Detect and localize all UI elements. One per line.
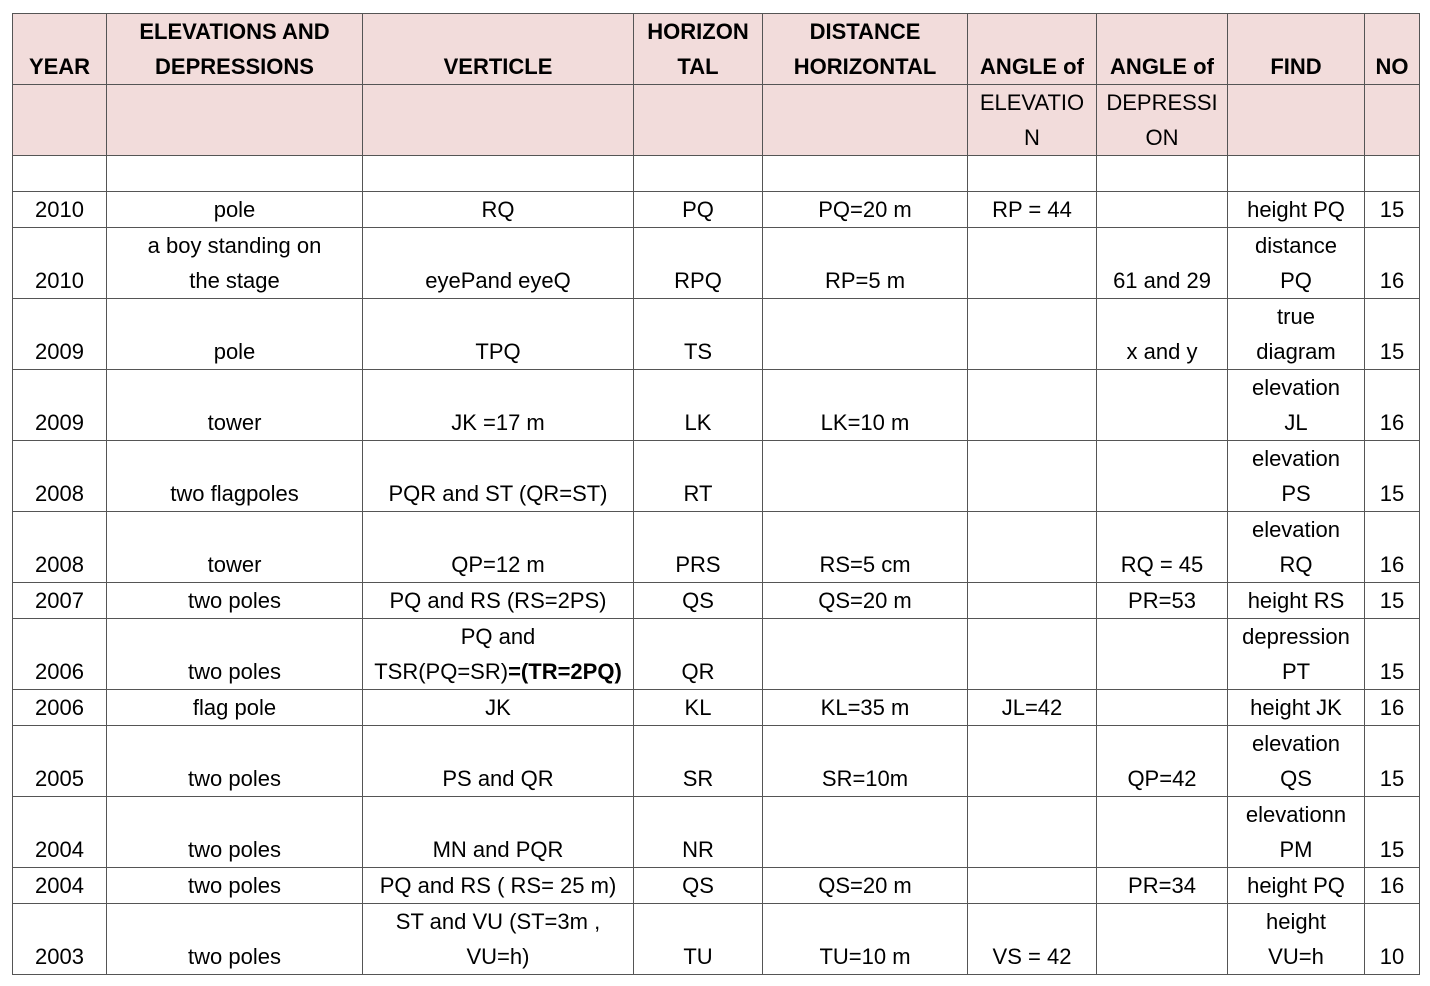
table-row: [13, 299, 1420, 370]
elevation-cell: [968, 619, 1097, 690]
depression-cell: [1097, 370, 1228, 441]
vertical-cell: PQ and RS (RS=2PS): [363, 583, 634, 619]
elevation-cell: [968, 370, 1097, 441]
object-cell: flag pole: [107, 690, 363, 726]
depression-cell: PR=53: [1097, 583, 1228, 619]
table-row: [13, 619, 1420, 690]
find-cell: depression PT: [1228, 619, 1365, 690]
year-cell: 2006: [13, 619, 107, 690]
col-header-find: FIND: [1228, 14, 1365, 85]
year-cell: 2008: [13, 441, 107, 512]
no-cell: 15: [1365, 441, 1420, 512]
distance-cell: [763, 619, 968, 690]
horizontal-cell: RT: [634, 441, 763, 512]
find-cell: elevation JL: [1228, 370, 1365, 441]
year-cell: 2006: [13, 690, 107, 726]
header-cell: [107, 85, 363, 156]
table-row: [13, 192, 1420, 228]
depression-cell: [1097, 441, 1228, 512]
object-cell: two poles: [107, 868, 363, 904]
horizontal-cell: LK: [634, 370, 763, 441]
depression-cell: 61 and 29: [1097, 228, 1228, 299]
distance-cell: TU=10 m: [763, 904, 968, 975]
col-header-angle-depression: ANGLE of: [1097, 14, 1228, 85]
no-cell: 15: [1365, 299, 1420, 370]
year-cell: 2004: [13, 797, 107, 868]
distance-cell: QS=20 m: [763, 868, 968, 904]
header-row-2: [13, 85, 1420, 156]
header-cell: [1228, 85, 1365, 156]
header-row: [13, 14, 1420, 85]
table-row: [13, 690, 1420, 726]
object-cell: two poles: [107, 619, 363, 690]
depression-cell: RQ = 45: [1097, 512, 1228, 583]
empty-cell: [763, 156, 968, 192]
year-cell: 2005: [13, 726, 107, 797]
horizontal-cell: QS: [634, 868, 763, 904]
elevation-cell: RP = 44: [968, 192, 1097, 228]
distance-cell: LK=10 m: [763, 370, 968, 441]
vertical-cell: PQ and RS ( RS= 25 m): [363, 868, 634, 904]
find-cell: height PQ: [1228, 868, 1365, 904]
year-cell: 2007: [13, 583, 107, 619]
table-row: [13, 726, 1420, 797]
vertical-cell: JK: [363, 690, 634, 726]
no-cell: 15: [1365, 619, 1420, 690]
object-cell: two poles: [107, 583, 363, 619]
vertical-cell: PS and QR: [363, 726, 634, 797]
empty-cell: [363, 156, 634, 192]
horizontal-cell: RPQ: [634, 228, 763, 299]
distance-cell: PQ=20 m: [763, 192, 968, 228]
elevation-cell: [968, 299, 1097, 370]
vertical-line-1: PQ and: [460, 624, 536, 649]
empty-cell: [13, 156, 107, 192]
horizontal-cell: SR: [634, 726, 763, 797]
distance-cell: RS=5 cm: [763, 512, 968, 583]
elevation-cell: [968, 228, 1097, 299]
year-cell: 2010: [13, 228, 107, 299]
empty-cell: [968, 156, 1097, 192]
horizontal-cell: QS: [634, 583, 763, 619]
distance-cell: QS=20 m: [763, 583, 968, 619]
elevation-cell: [968, 441, 1097, 512]
horizontal-cell: PRS: [634, 512, 763, 583]
table-row: [13, 512, 1420, 583]
year-cell: 2009: [13, 370, 107, 441]
find-cell: distance PQ: [1228, 228, 1365, 299]
spacer-row: [13, 156, 1420, 192]
horizontal-cell: TS: [634, 299, 763, 370]
depression-cell: [1097, 904, 1228, 975]
object-cell: two poles: [107, 797, 363, 868]
distance-cell: SR=10m: [763, 726, 968, 797]
depression-cell: [1097, 690, 1228, 726]
no-cell: 15: [1365, 192, 1420, 228]
horizontal-cell: TU: [634, 904, 763, 975]
vertical-cell: MN and PQR: [363, 797, 634, 868]
year-cell: 2008: [13, 512, 107, 583]
no-cell: 16: [1365, 512, 1420, 583]
empty-cell: [1097, 156, 1228, 192]
object-cell: two poles: [107, 726, 363, 797]
find-cell: height JK: [1228, 690, 1365, 726]
horizontal-cell: KL: [634, 690, 763, 726]
find-cell: elevation QS: [1228, 726, 1365, 797]
object-cell: tower: [107, 370, 363, 441]
year-cell: 2010: [13, 192, 107, 228]
depression-cell: PR=34: [1097, 868, 1228, 904]
col-header-object: ELEVATIONS AND DEPRESSIONS: [107, 14, 363, 85]
no-cell: 15: [1365, 726, 1420, 797]
distance-cell: [763, 441, 968, 512]
header-cell: [634, 85, 763, 156]
find-cell: elevation PS: [1228, 441, 1365, 512]
object-cell: two poles: [107, 904, 363, 975]
object-cell: a boy standing on the stage: [107, 228, 363, 299]
vertical-cell: eyePand eyeQ: [363, 228, 634, 299]
vertical-cell: JK =17 m: [363, 370, 634, 441]
object-cell: tower: [107, 512, 363, 583]
depression-cell: x and y: [1097, 299, 1228, 370]
col-header-no: NO: [1365, 14, 1420, 85]
depression-cell: [1097, 192, 1228, 228]
object-cell: two flagpoles: [107, 441, 363, 512]
horizontal-cell: QR: [634, 619, 763, 690]
no-cell: 16: [1365, 228, 1420, 299]
object-cell: pole: [107, 192, 363, 228]
col-header-year: YEAR: [13, 14, 107, 85]
col-header-vertical: VERTICLE: [363, 14, 634, 85]
empty-cell: [107, 156, 363, 192]
col-header-distance: DISTANCE HORIZONTAL: [763, 14, 968, 85]
col-header-horizontal: HORIZON TAL: [634, 14, 763, 85]
find-cell: elevationn PM: [1228, 797, 1365, 868]
table-row: [13, 797, 1420, 868]
header-cell: [763, 85, 968, 156]
distance-cell: [763, 797, 968, 868]
empty-cell: [634, 156, 763, 192]
find-cell: height PQ: [1228, 192, 1365, 228]
elevation-cell: [968, 726, 1097, 797]
year-cell: 2004: [13, 868, 107, 904]
no-cell: 16: [1365, 868, 1420, 904]
empty-cell: [1365, 156, 1420, 192]
horizontal-cell: NR: [634, 797, 763, 868]
depression-cell: [1097, 619, 1228, 690]
horizontal-cell: PQ: [634, 192, 763, 228]
vertical-cell: TPQ: [363, 299, 634, 370]
no-cell: 10: [1365, 904, 1420, 975]
no-cell: 16: [1365, 370, 1420, 441]
table-row: [13, 441, 1420, 512]
depression-cell: [1097, 797, 1228, 868]
elevation-cell: [968, 868, 1097, 904]
vertical-line-2: TSR(PQ=SR): [374, 659, 509, 684]
table-row: [13, 868, 1420, 904]
no-cell: 15: [1365, 797, 1420, 868]
col-header-angle-elevation: ANGLE of: [968, 14, 1097, 85]
empty-cell: [1228, 156, 1365, 192]
year-cell: 2009: [13, 299, 107, 370]
table-row: [13, 904, 1420, 975]
no-cell: 16: [1365, 690, 1420, 726]
header-cell: [1365, 85, 1420, 156]
vertical-cell: RQ: [363, 192, 634, 228]
elevation-cell: [968, 583, 1097, 619]
exam-topics-table: [12, 13, 1420, 975]
vertical-cell: QP=12 m: [363, 512, 634, 583]
find-cell: elevation RQ: [1228, 512, 1365, 583]
header-cell: [363, 85, 634, 156]
header-cell: [13, 85, 107, 156]
elevation-cell: VS = 42: [968, 904, 1097, 975]
vertical-cell: [363, 619, 634, 690]
vertical-cell: PQR and ST (QR=ST): [363, 441, 634, 512]
year-cell: 2003: [13, 904, 107, 975]
find-cell: true diagram: [1228, 299, 1365, 370]
distance-cell: KL=35 m: [763, 690, 968, 726]
header-cell-depression: DEPRESSI ON: [1097, 85, 1228, 156]
vertical-cell: ST and VU (ST=3m , VU=h): [363, 904, 634, 975]
find-cell: height RS: [1228, 583, 1365, 619]
table-row: [13, 370, 1420, 441]
distance-cell: RP=5 m: [763, 228, 968, 299]
no-cell: 15: [1365, 583, 1420, 619]
elevation-cell: JL=42: [968, 690, 1097, 726]
elevation-cell: [968, 797, 1097, 868]
table-row: [13, 228, 1420, 299]
elevation-cell: [968, 512, 1097, 583]
find-cell: height VU=h: [1228, 904, 1365, 975]
vertical-bold-part: =(TR=2PQ): [508, 659, 622, 684]
header-cell-elevation: ELEVATIO N: [968, 85, 1097, 156]
object-cell: pole: [107, 299, 363, 370]
depression-cell: QP=42: [1097, 726, 1228, 797]
table-row: [13, 583, 1420, 619]
distance-cell: [763, 299, 968, 370]
